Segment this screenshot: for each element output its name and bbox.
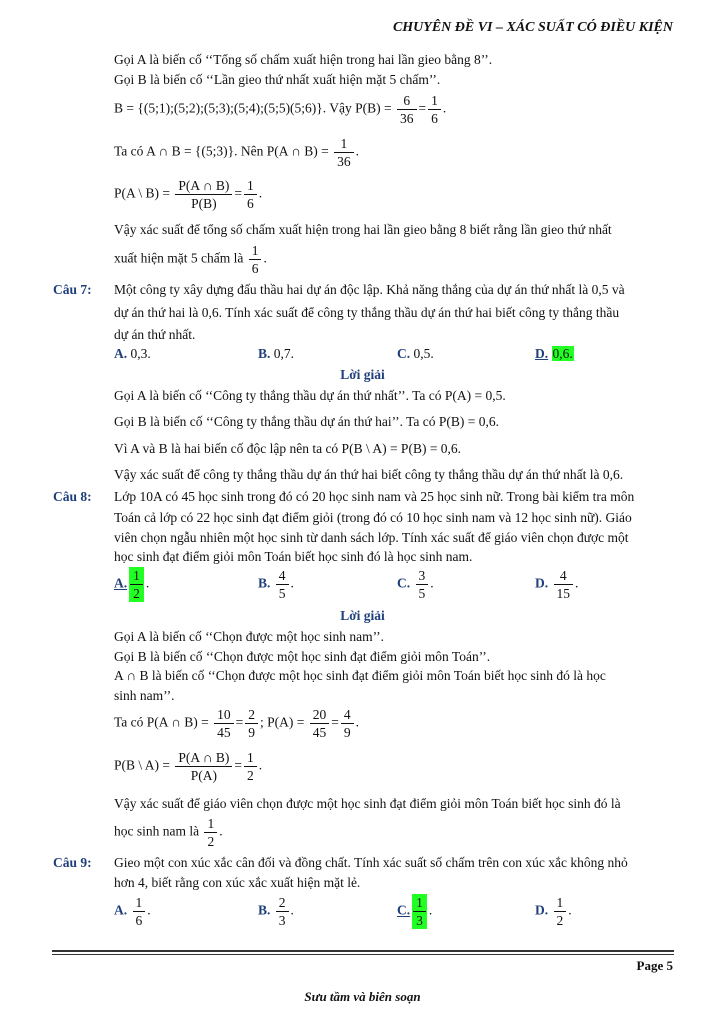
q8-sol-1: Gọi A là biến cố ‘‘Chọn được một học sinh nam’’. — [114, 629, 385, 644]
q8-option-a[interactable]: A. $\frac{1}{2}$ . — [114, 568, 150, 601]
frac-num: 6 — [397, 92, 417, 110]
q8-label: Câu 8: — [53, 489, 92, 504]
q8-sol-3b: sinh nam’’. — [114, 688, 175, 703]
q9-option-a[interactable]: A. $\frac{1}{6}$ . — [114, 895, 151, 928]
q8-text-4: học sinh đạt điểm giỏi môn Toán biết học sinh đó là học sinh nam. — [114, 549, 473, 564]
frac-den: 36 — [400, 111, 414, 126]
prev-line-2: Gọi B là biến cố ‘‘Lần gieo thứ nhất xuất hiện mặt 5 chấm’’. — [114, 72, 441, 87]
frac-num: P(A ∩ B) — [175, 177, 232, 195]
prev-conc-1: Vậy xác suất để tổng số chấm xuất hiện trong hai lần gieo bằng 8 biết rằng lần gieo thứ nhất — [114, 222, 612, 237]
q7-option-b[interactable]: B. 0,7. — [258, 346, 295, 361]
q9-option-d[interactable]: D. $\frac{1}{2}$ . — [535, 895, 572, 928]
footer-rule-thin — [52, 954, 674, 955]
q8-sol-3: A ∩ B là biến cố ‘‘Chọn được một học sinh đạt điểm giỏi môn Toán biết học sinh đó là học — [114, 668, 606, 683]
footer-rule-thick — [52, 950, 674, 952]
q8-solution-title: Lời giải — [340, 608, 385, 623]
q8-prob-line: Ta có P(A ∩ B) = $\frac{10}{45}$ = $\frac{2}{9}$ ; P(A) = $\frac{20}{45}$ = $\frac{4}{9}$ . — [114, 707, 360, 740]
q7-sol-3: Vì A và B là hai biến cố độc lập nên ta có P(B \ A) = P(B) = 0,6. — [114, 441, 462, 456]
prev-ab-line: Ta có A ∩ B = {(5;3)}. Nên P(A ∩ B) = $\frac{1}{36}$ . — [114, 136, 360, 169]
taco-text: Ta có — [114, 143, 144, 159]
frac-num: 1 — [428, 92, 441, 110]
q8-cond-line: P(B \ A) = $\frac{P(A \cap B)}{P(A)}$ = $\frac{1}{2}$ . — [114, 750, 263, 783]
q9-option-b[interactable]: B. $\frac{2}{3}$ . — [258, 895, 294, 928]
q7-option-c[interactable]: C. 0,5. — [397, 346, 434, 361]
q7-sol-1: Gọi A là biến cố ‘‘Công ty thắng thầu dự án thứ nhất’’. Ta có P(A) = 0,5. — [114, 388, 506, 403]
q7-sol-2: Gọi B là biến cố ‘‘Công ty thắng thầu dự án thứ hai’’. Ta có P(B) = 0,6. — [114, 414, 499, 429]
q9-text-1: Gieo một con xúc xắc cân đối và đồng chất. Tính xác suất số chấm trên con xúc xắc không nhỏ — [114, 855, 628, 870]
q7-solution-title: Lời giải — [340, 367, 385, 382]
page-number: Page 5 — [636, 958, 673, 973]
q7-text-3: dự án thứ nhất. — [114, 327, 196, 342]
header-title: CHUYÊN ĐỀ VI – XÁC SUẤT CÓ ĐIỀU KIỆN — [392, 20, 673, 35]
q9-label: Câu 9: — [53, 855, 92, 870]
q8-option-b[interactable]: B. $\frac{4}{5}$ . — [258, 568, 294, 601]
nen-text: . Nên — [234, 143, 264, 159]
frac-num: 1 — [249, 242, 262, 260]
vay-text: . Vậy — [322, 100, 352, 116]
q8-text-2: Toán cả lớp có 22 học sinh đạt điểm giỏi (trong đó có 10 học sinh nam và 12 học sinh nữ). Giáo — [114, 510, 632, 525]
correct-answer-highlight: 0,6. — [552, 346, 573, 361]
q8-text-1: Lớp 10A có 45 học sinh trong đó có 20 học sinh nam và 25 học sinh nữ. Trong bài kiểm tra môn — [114, 489, 635, 504]
q7-sol-4: Vậy xác suất để công ty thắng thầu dự án thứ hai biết công ty thắng thầu dự án thứ nhất là 0,6. — [114, 467, 624, 482]
frac-den: 6 — [251, 261, 259, 276]
pab-label: P(A ∩ B) = — [266, 143, 329, 159]
q9-option-c[interactable]: C. $\frac{1}{3}$ . — [397, 895, 433, 928]
q8-sol-2: Gọi B là biến cố ‘‘Chọn được một học sinh đạt điểm giỏi môn Toán’’. — [114, 649, 491, 664]
frac-den: 36 — [337, 154, 351, 169]
frac-num: 1 — [244, 177, 257, 195]
pb-label: P(B) = — [355, 100, 392, 116]
prev-setb-line: B = {(5;1);(5;2);(5;3);(5;4);(5;5)(5;6)}. Vậy P(B) = $\frac{6}{36}$ = $\frac{1}{6}$ . — [114, 93, 447, 126]
footer-credit: Sưu tầm và biên soạn — [304, 989, 421, 1004]
correct-answer-highlight: $\frac{1}{3}$ — [412, 894, 427, 929]
q8-option-d[interactable]: D. $\frac{4}{15}$ . — [535, 568, 579, 601]
prev-line-1: Gọi A là biến cố ‘‘Tổng số chấm xuất hiện trong hai lần gieo bằng 8’’. — [114, 52, 493, 67]
q8-conc-2: học sinh nam là $\frac{1}{2}$ . — [114, 816, 223, 849]
frac-den: P(B) — [191, 196, 217, 211]
q7-option-d[interactable]: D. 0,6. — [535, 346, 573, 361]
frac-den: 6 — [431, 111, 438, 126]
frac-num: 1 — [334, 135, 354, 153]
q8-conc-1: Vậy xác suất để giáo viên chọn được một học sinh đạt điểm giỏi môn Toán biết học sinh đó là — [114, 796, 621, 811]
q7-option-a[interactable]: A. 0,3. — [114, 346, 151, 361]
prev-conc-2: xuất hiện mặt 5 chấm là $\frac{1}{6}$ . — [114, 243, 267, 276]
q9-text-2: hơn 4, biết rằng con xúc xắc xuất hiện mặt lẻ. — [114, 875, 361, 890]
cond-label: P(A \ B) = — [114, 185, 170, 201]
prev-cond-line: P(A \ B) = $\frac{P(A \cap B)}{P(B)}$ = $\frac{1}{6}$ . — [114, 178, 263, 211]
set-ab: A ∩ B = {(5;3)} — [146, 143, 235, 159]
q8-text-3: viên chọn ngẫu nhiên một học sinh từ danh sách lớp. Tính xác suất để giáo viên chọn được một — [114, 530, 629, 545]
correct-answer-highlight: $\frac{1}{2}$ — [129, 567, 144, 602]
q7-text-2: dự án thứ hai là 0,6. Tính xác suất để công ty thắng thầu dự án thứ hai biết công ty thắng thầu — [114, 305, 620, 320]
frac-den: 6 — [247, 196, 254, 211]
q7-label: Câu 7: — [53, 282, 92, 297]
q7-text-1: Một công ty xây dựng đấu thầu hai dự án độc lập. Khả năng thắng của dự án thứ nhất là 0,5 và — [114, 282, 625, 297]
set-b: B = {(5;1);(5;2);(5;3);(5;4);(5;5)(5;6)} — [114, 100, 323, 116]
q8-option-c[interactable]: C. $\frac{3}{5}$ . — [397, 568, 434, 601]
